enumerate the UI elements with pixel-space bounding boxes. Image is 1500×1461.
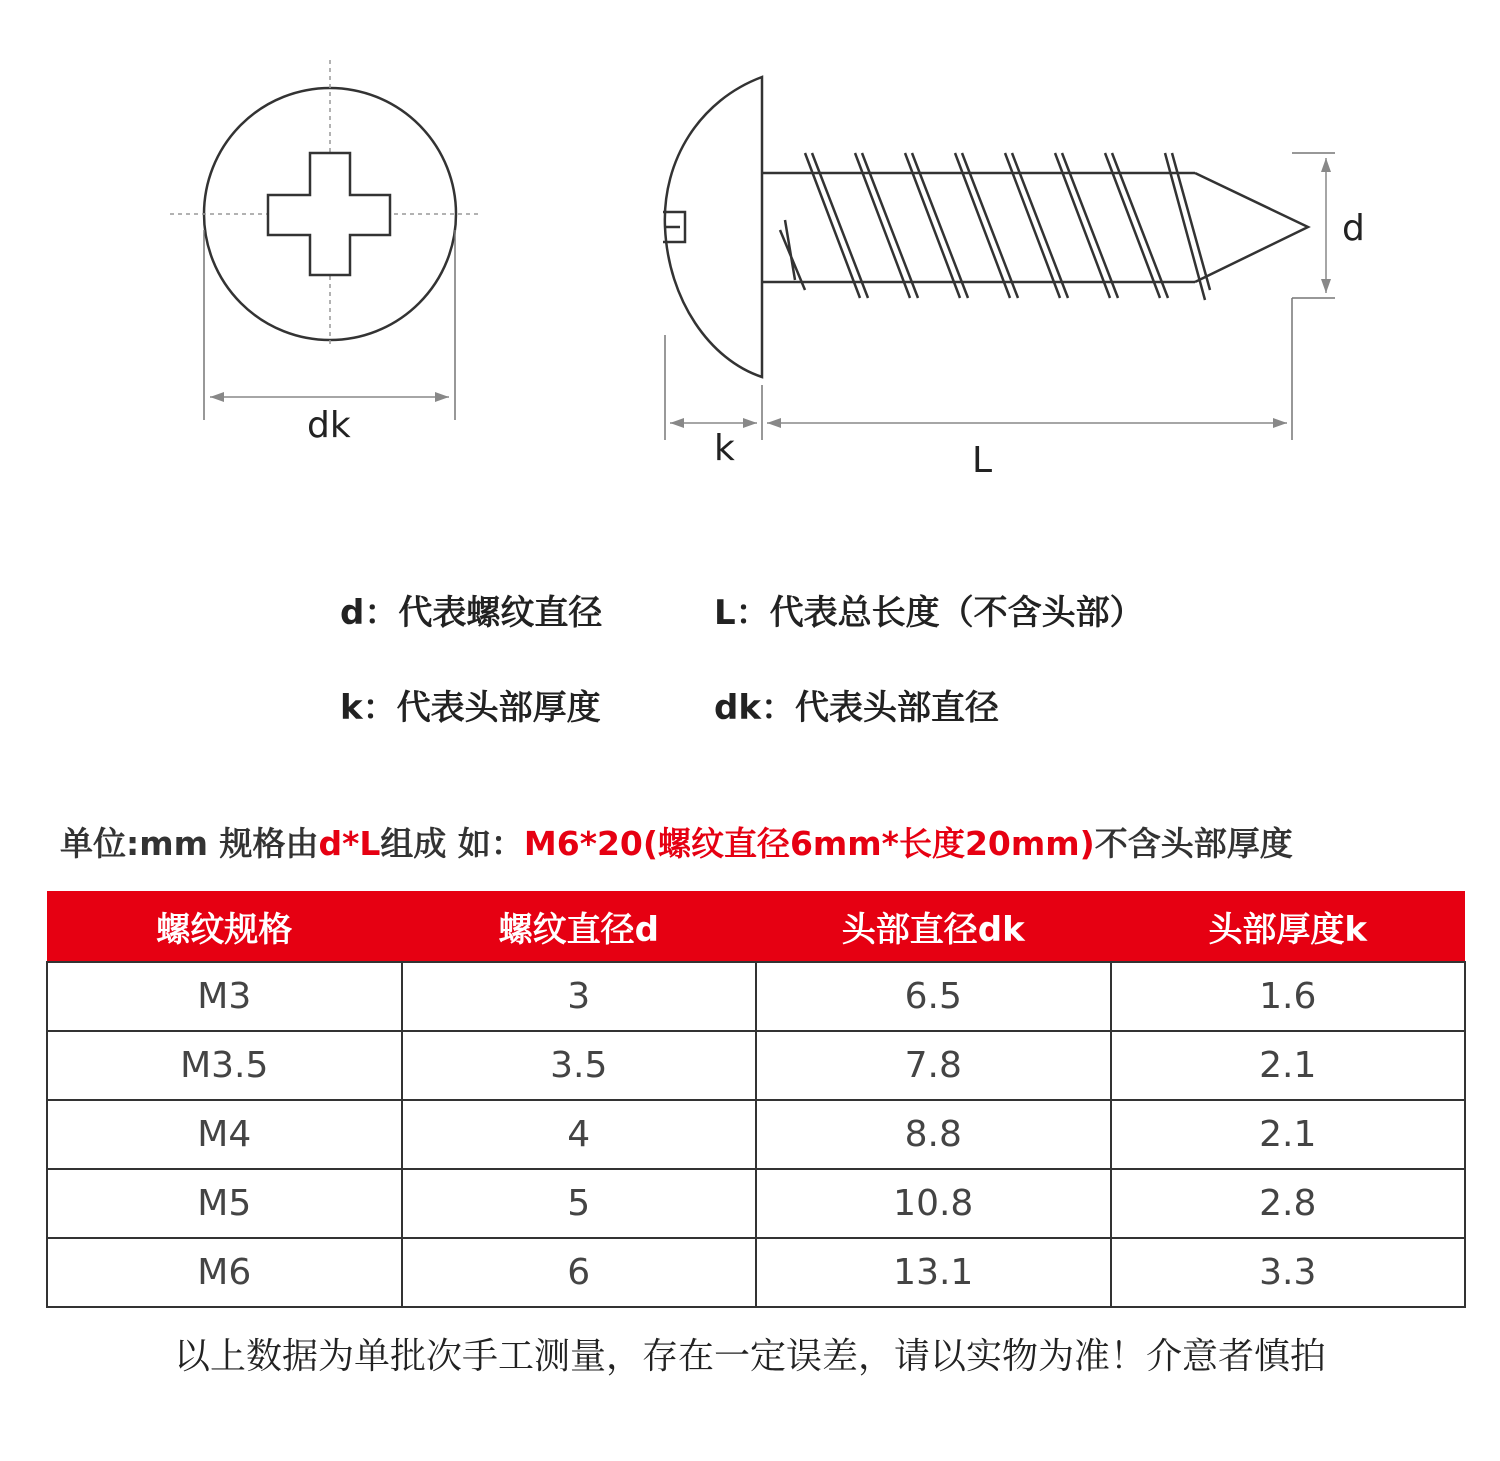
column-header: 螺纹规格 [47, 891, 402, 962]
unit-text: 不含头部厚度 [1094, 824, 1293, 863]
spec-table [46, 891, 1466, 1308]
table-row [47, 962, 1465, 1031]
label-k: k [714, 428, 735, 469]
table-row [47, 1031, 1465, 1100]
table-cell: 7.8 [756, 1031, 1111, 1100]
table-row [47, 1100, 1465, 1169]
table-cell: 4 [402, 1100, 757, 1169]
legend-desc: 代表总长度（不含头部） [769, 593, 1144, 633]
legend-key: L： [714, 593, 770, 633]
head-top-view [170, 60, 480, 420]
label-d: d [1342, 208, 1365, 249]
unit-text: 单位:mm 规格由 [60, 824, 319, 863]
legend-key: d： [340, 593, 399, 633]
table-header-row [47, 891, 1465, 962]
table-cell: 10.8 [756, 1169, 1111, 1238]
table-cell: M5 [47, 1169, 402, 1238]
table-cell: 3 [402, 962, 757, 1031]
column-header: 头部直径dk [756, 891, 1111, 962]
legend-dk [714, 680, 999, 729]
table-cell: 6 [402, 1238, 757, 1307]
unit-description [60, 818, 1293, 865]
table-cell: M3.5 [47, 1031, 402, 1100]
phillips-recess-icon [268, 153, 390, 275]
table-cell: M4 [47, 1100, 402, 1169]
column-header: 螺纹直径d [402, 891, 757, 962]
table-cell: 2.8 [1111, 1169, 1466, 1238]
measurement-note: 以上数据为单批次手工测量，存在一定误差，请以实物为准！介意者慎拍 [173, 1336, 1326, 1377]
table-row [47, 1238, 1465, 1307]
table-cell: 3.3 [1111, 1238, 1466, 1307]
table-row [47, 1169, 1465, 1238]
label-dk: dk [307, 405, 351, 446]
table-cell: 2.1 [1111, 1031, 1466, 1100]
screw-side-view [663, 77, 1335, 440]
legend-key: k： [340, 688, 397, 728]
table-cell: 6.5 [756, 962, 1111, 1031]
thread-lines [780, 153, 1210, 300]
table-cell: M3 [47, 962, 402, 1031]
table-cell: 2.1 [1111, 1100, 1466, 1169]
table-cell: 13.1 [756, 1238, 1111, 1307]
column-header: 头部厚度k [1111, 891, 1466, 962]
legend-desc: 代表头部厚度 [396, 688, 601, 728]
legend-k [340, 680, 601, 729]
legend-desc: 代表螺纹直径 [398, 593, 603, 633]
spec-example: M6*20(螺纹直径6mm*长度20mm) [523, 824, 1095, 863]
label-L: L [972, 440, 993, 481]
legend-desc: 代表头部直径 [794, 688, 999, 728]
spec-format: d*L [318, 824, 381, 863]
table-cell: 1.6 [1111, 962, 1466, 1031]
table-cell: 3.5 [402, 1031, 757, 1100]
legend-L [714, 585, 1144, 634]
legend-key: dk： [714, 688, 795, 728]
legend-d [340, 585, 602, 634]
table-cell: 8.8 [756, 1100, 1111, 1169]
unit-text: 组成 如： [380, 824, 524, 863]
table-cell: M6 [47, 1238, 402, 1307]
table-cell: 5 [402, 1169, 757, 1238]
screw-diagram [0, 0, 1500, 500]
